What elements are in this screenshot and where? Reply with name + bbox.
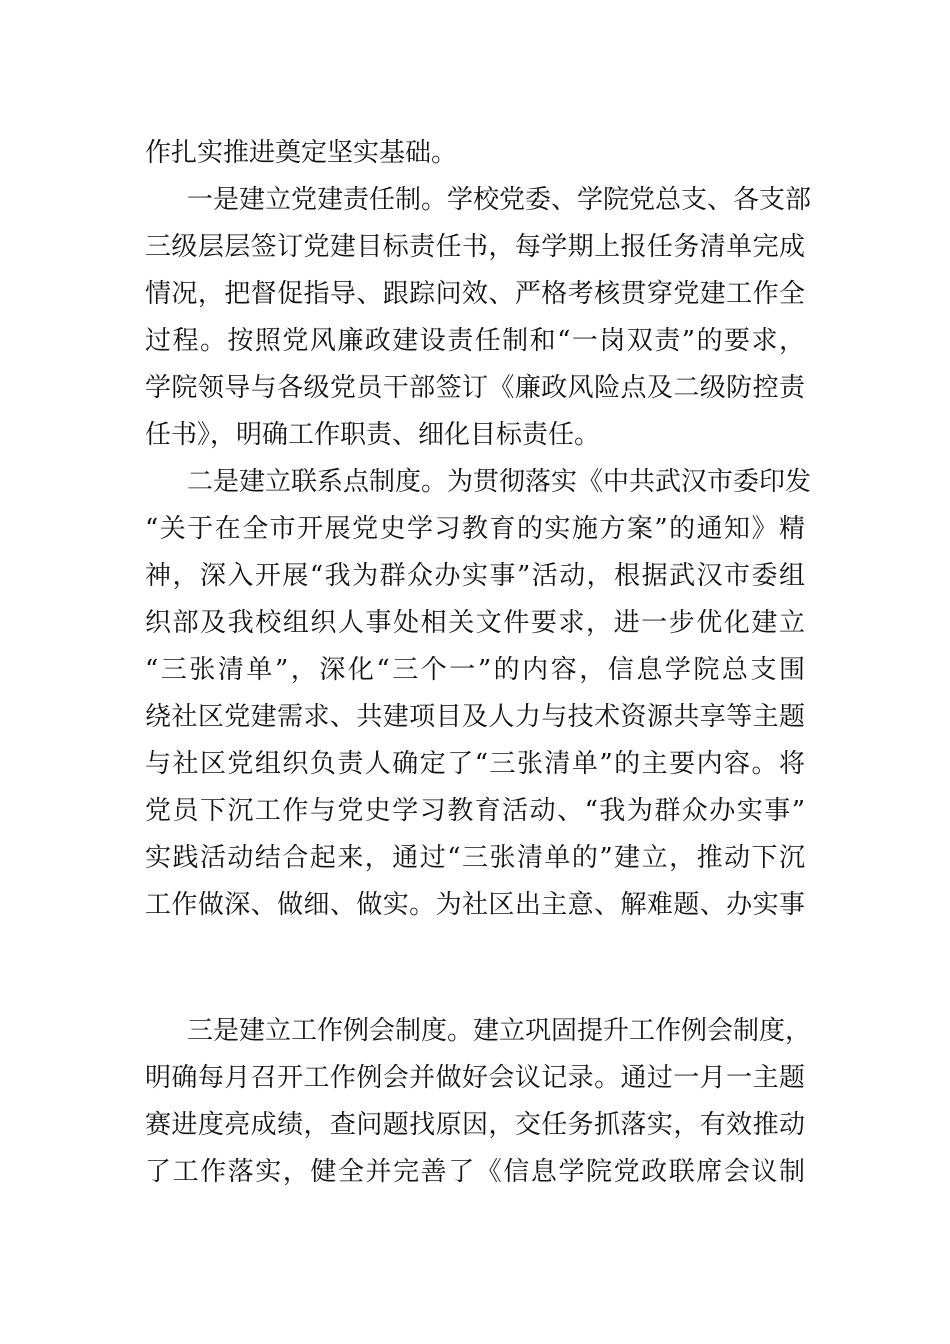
text-line: 赛进度亮成绩，查问题找原因，交任务抓落实，有效推动 [145, 1110, 805, 1140]
text-line: 与社区党组织负责人确定了“三张清单”的主要内容。将 [145, 749, 805, 779]
text-line: “关于在全市开展党史学习教育的实施方案”的通知》精 [145, 514, 805, 544]
text-line: 神，深入开展“我为群众办实事”活动，根据武汉市委组 [145, 561, 805, 591]
text-line: 三级层层签订党建目标责任书，每学期上报任务清单完成 [145, 232, 805, 262]
text-line: 工作做深、做细、做实。为社区出主意、解难题、办实事 [145, 890, 805, 920]
text-line: “三张清单”，深化“三个一”的内容，信息学院总支围 [145, 655, 805, 685]
text-line: 明确每月召开工作例会并做好会议记录。通过一月一主题 [145, 1063, 805, 1093]
text-line: 绕社区党建需求、共建项目及人力与技术资源共享等主题 [145, 702, 805, 732]
text-line: 党员下沉工作与党史学习教育活动、“我为群众办实事” [145, 796, 805, 826]
text-line: 织部及我校组织人事处相关文件要求，进一步优化建立 [145, 608, 805, 638]
paragraph-2-first-line: 二是建立联系点制度。为贯彻落实《中共武汉市委印发 [187, 467, 812, 497]
text-line: 了工作落实，健全并完善了《信息学院党政联席会议制 [145, 1157, 805, 1187]
text-line: 情况，把督促指导、跟踪问效、严格考核贯穿党建工作全 [145, 279, 805, 309]
text-line: 实践活动结合起来，通过“三张清单的”建立，推动下沉 [145, 843, 805, 873]
text-line: 学院领导与各级党员干部签订《廉政风险点及二级防控责 [145, 373, 805, 403]
text-line: 作扎实推进奠定坚实基础。 [145, 138, 458, 168]
paragraph-3-first-line: 三是建立工作例会制度。建立巩固提升工作例会制度， [187, 1016, 812, 1046]
paragraph-1-first-line: 一是建立党建责任制。学校党委、学院党总支、各支部 [187, 185, 812, 215]
text-line: 任书》，明确工作职责、细化目标责任。 [145, 420, 601, 450]
text-line: 过程。按照党风廉政建设责任制和“一岗双责”的要求， [145, 326, 805, 356]
